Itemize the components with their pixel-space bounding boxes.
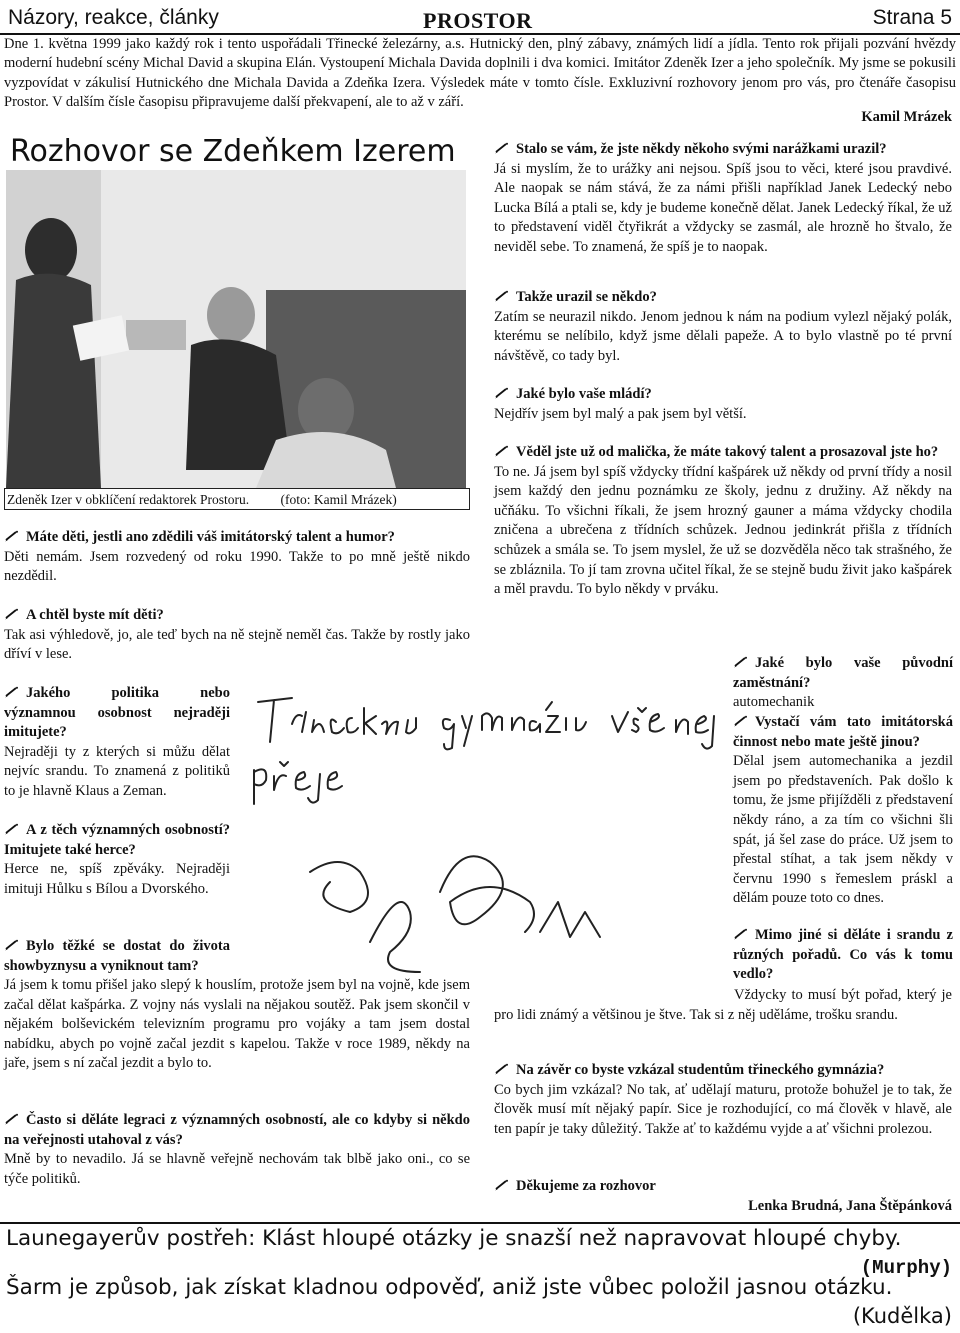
question: A chtěl byste mít děti?	[26, 607, 164, 623]
page-number: Strana 5	[872, 6, 952, 29]
photo-illustration	[6, 170, 466, 488]
pen-icon	[494, 387, 510, 399]
intro-author: Kamil Mrázek	[861, 109, 952, 125]
pen-icon	[494, 1179, 510, 1191]
qa-item	[494, 1177, 952, 1197]
question: Mimo jiné si děláte i srandu z různých pořadů. Co vás k tomu vedlo?	[733, 927, 953, 983]
qa-item	[4, 606, 470, 665]
question: Jakého politika nebo významnou osobnost nejraději imitujete?	[4, 685, 230, 741]
intro-paragraph: Dne 1. května 1999 jako každý rok i tento uspořádali Třinecké železárny, a.s. Hutnický den, plný zábavy, známých lidí a jídla. Tento rok přijali pozvání hvězdy moderní hudební scény Michal David a skupina Elán. Vystoupení Michala Davida doplnili i dva komici. Imitátor Zdeněk Izer a jeho společník. My jsme se pokusili vyzpovídat v zákulisí Hutnického dne Michala Davida a Zdeňka Izera. Výsledek máte v tomto čísle. Exkluzivní rozhovory jenom pro vás, pro čtenáře časopisu Prostor. V dalším čísle časopisu připravujeme další překvapení, ale to až v září.	[4, 36, 956, 111]
answer: Herce ne, spíš zpěváky. Nejraději imituji Hůlku s Bílou a Dvorského.	[4, 861, 230, 897]
handwritten-dedication	[240, 672, 720, 1002]
question: Máte děti, jestli ano zdědili váš imitátorský talent a humor?	[26, 529, 395, 545]
question: Děkujeme za rozhovor	[516, 1178, 656, 1194]
photo-caption-text: Zdeněk Izer v obklíčení redaktorek Prostoru.	[7, 492, 250, 507]
question: Takže urazil se někdo?	[516, 289, 657, 305]
pen-icon	[4, 530, 20, 542]
qa-item	[494, 288, 952, 366]
question: Vystačí vám tato imitátorská činnost nebo mate ještě jinou?	[733, 714, 953, 750]
answer: Já jsem k tomu přišel jako slepý k houslím, protože jsem byl na vojně, kde jsem začal dělat kašpárka. Z vojny nás vyslali na nějakou soutěž. Pak jsem skončil v nějakém bolševickém televizním programu pro vojáky a tam jsem dostal nabídku, abych po vojně začal jezdit s kapelou. Takže v roce 1989, někdy na jaře, jsem s ní začal jezdit a bylo to.	[4, 977, 470, 1072]
article-photo	[6, 170, 466, 488]
pen-icon	[733, 928, 749, 940]
qa-item	[4, 528, 470, 587]
question: Jaké bylo vaše původní zaměstnání?	[733, 655, 953, 691]
photo-caption	[4, 488, 470, 510]
pen-icon	[4, 823, 20, 835]
answer: Já si myslím, že to urážky ani nejsou. Spíš jsou to věci, které jsou pravdivé. Ale naopak se nám stává, že za námi přišli například Janek Ledecký nebo Lucka Bílá a ptali se, kdy je budeme konečně dělat. Janek Ledecký říkal, že už to představení viděl čtyřikrát a vždycky se zasmál, ale hrozně ho štvalo, že neviděl sebe. To znamená, že spíš je to naopak.	[494, 160, 952, 255]
question: A z těch významných osobností? Imitujete také herce?	[4, 822, 230, 858]
magazine-title: PROSTOR	[423, 8, 533, 33]
qa-item	[4, 821, 230, 899]
footer-quote-murphy-author: (Murphy)	[860, 1257, 952, 1279]
question: Stalo se vám, že jste někdy někoho svými narážkami urazil?	[516, 141, 887, 157]
qa-item	[733, 654, 953, 713]
answer: Nejdřív jsem byl malý a pak jsem byl větší.	[494, 405, 747, 422]
question: Na závěr co byste vzkázal studentům třineckého gymnázia?	[516, 1062, 885, 1078]
answer: Dělal jsem automechanika a jezdil jsem po představeních. Pak došlo k tomu, že jsme přijížděli z představení někdy ráno, a za tím co všichni šli spát, já šel zase do práce. Už jsem to přestal stíhat, a tak jsem někdy v červnu 1990 s řemeslem práskl a dělám pouze toto co dnes.	[733, 753, 953, 907]
footer-quote-kudelka: Šarm je způsob, jak získat kladnou odpověď, aniž jste vůbec položil jasnou otázku.	[6, 1275, 893, 1300]
question: Jaké bylo vaše mládí?	[516, 386, 652, 402]
qa-item	[4, 684, 230, 802]
question: Věděl jste už od malička, že máte takový talent a prosazoval jste ho?	[516, 444, 939, 460]
interview-authors: Lenka Brudná, Jana Štěpánková	[748, 1198, 952, 1214]
pen-icon	[733, 715, 749, 727]
qa-item	[494, 385, 952, 424]
qa-item	[733, 713, 953, 909]
answer: Nejraději ty z kterých si můžu dělat nejvíc srandu. To znamená z politiků to je hlavně Klaus a Zeman.	[4, 743, 230, 799]
answer: automechanik	[733, 694, 815, 711]
section-title: Názory, reakce, články	[8, 6, 219, 29]
qa-item	[494, 140, 952, 258]
pen-icon	[4, 939, 20, 951]
question: Často si děláte legraci z významných osobností, ale co kdyby si někdo na veřejnosti utahoval z vás?	[4, 1112, 470, 1148]
pen-icon	[733, 656, 749, 668]
qa-item	[494, 443, 952, 600]
pen-icon	[4, 608, 20, 620]
answer: Zatím se neurazil nikdo. Jenom jednou k nám na podium vylezl nějaký polák, kterému se nelíbilo, když jsme dělali papeže. A to bylo vlastně po té první návštěvě, co tady byl.	[494, 308, 952, 364]
answer: Mně by to nevadilo. Já se hlavně veřejně nechovám tak blbě jako oni., co se týče politiků.	[4, 1151, 470, 1187]
pen-icon	[4, 1113, 20, 1125]
footer-rule	[0, 1222, 960, 1224]
pen-icon	[494, 1063, 510, 1075]
qa-item	[4, 1111, 470, 1189]
answer: Vždycky to musí být pořad, který je pro lidi známý a většinou je štve. Tak si z něj uděláme, trošku srandu.	[494, 987, 952, 1023]
pen-icon	[494, 445, 510, 457]
answer: Tak asi výhledově, jo, ale teď bych na ně stejně neměl čas. Takže by rostly jako dříví v lese.	[4, 626, 470, 663]
question: Bylo těžké se dostat do života showbyznysu a vyniknout tam?	[4, 938, 230, 974]
photo-credit: (foto: Kamil Mrázek)	[280, 492, 397, 507]
footer-quote-murphy: Launegayerův postřeh: Klást hloupé otázky je snazší než napravovat hloupé chyby.	[6, 1226, 902, 1251]
qa-item	[733, 926, 953, 985]
footer-quote-kudelka-author: (Kudělka)	[852, 1304, 952, 1328]
qa-item	[494, 1061, 952, 1139]
article-title: Rozhovor se Zdeňkem Izerem	[10, 134, 456, 169]
answer: To ne. Já jsem byl spíš vždycky třídní kašpárek už někdy od první třídy a nosil jsem každý den jednu poznámku ze školy, jednu z družiny. Až někdy na učňáku. To všichni říkali, že jsem hrozný gauner a máma vždycky chodila zničena a ubrečena z třídních schůzek. Jednou jedinkrát přišla z třídních schůzek a smála se. To jsem myslel, že už se dozvěděla něco tak strašného, že se zbláznila. To jí tam zrovna učitel říkal, že se stejně budu živit jako kašpárek a měl pravdu. To bylo někdy v prváku.	[494, 463, 952, 598]
answer: Co bych jim vzkázal? No tak, ať udělají maturu, protože bohužel je to tak, že člověk musí mít nějaký papír. Sice je rozhodující, co má člověk v hlavě, ale ten papír je taky důležitý. Takže ať to každému vyjde a ať všichni prolezou.	[494, 1081, 952, 1137]
answer: Děti nemám. Jsem rozvedený od roku 1990. Takže to po mně ještě nikdo nezdědil.	[4, 548, 470, 585]
pen-icon	[4, 686, 20, 698]
pen-icon	[494, 142, 510, 154]
pen-icon	[494, 290, 510, 302]
